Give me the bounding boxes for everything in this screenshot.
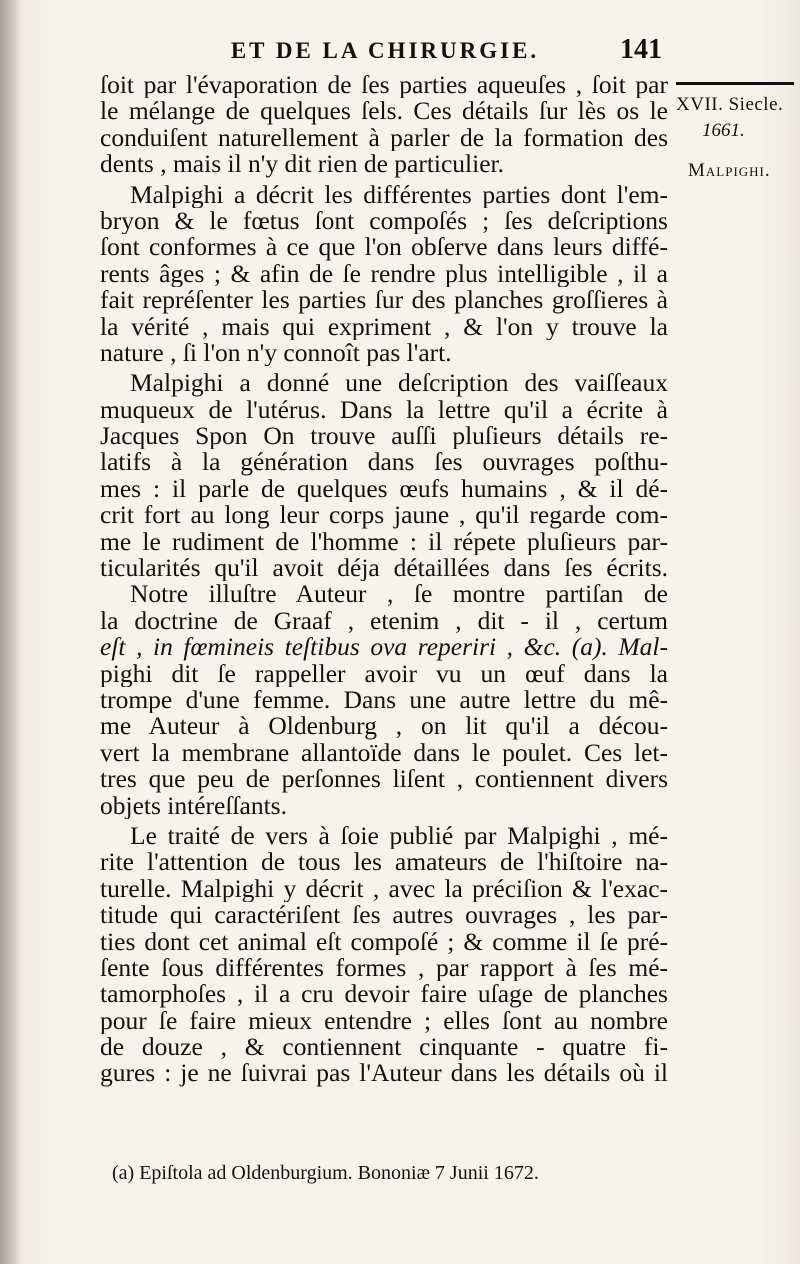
text-line: la vérité , mais qui expriment , & l'on y trouve la [100, 313, 668, 340]
text-line: objets intéreſſants. [100, 792, 287, 819]
text-line: le mélange de quelques ſels. Ces détails ſur lès os le [100, 98, 668, 125]
text-line: gures : je ne ſuivrai pas l'Auteur dans les détails où il [100, 1060, 668, 1087]
text-line: muqueux de l'utérus. Dans la lettre qu'il a écrite à [100, 396, 668, 424]
text-line: Malpighi a décrit les différentes parties dont l'em- [130, 181, 668, 208]
text-line: conduiſent naturellement à parler de la formation des [100, 124, 668, 152]
text-line: rents âges ; & afin de ſe rendre plus intelligible , il a [100, 260, 668, 288]
text-line: titude qui caractériſent ſes autres ouvrages , les par- [100, 902, 668, 929]
margin-rule [676, 82, 794, 85]
spine-shadow [0, 0, 22, 1264]
text-line: tamorphoſes , il a cru devoir faire uſage de planches [100, 981, 668, 1008]
text-line: dents , mais il n'y dit rien de particulier. [100, 151, 505, 178]
body-text [100, 72, 668, 1087]
text-line: Malpighi a donné une deſcription des vaiſſeaux [130, 370, 668, 397]
text-line: Jacques Spon On trouve auſſi pluſieurs détails re- [100, 423, 668, 450]
margin-note-name: Malpighi. [688, 160, 771, 181]
footnote: (a) Epiſtola ad Oldenburgium. Bononiæ 7 Junii 1672. [112, 1162, 539, 1184]
text-line: ſente ſous différentes formes , par rapport à ſes mé- [100, 954, 668, 982]
text-line: Notre illuſtre Auteur , ſe montre partiſan de [130, 581, 668, 608]
text-line: ticularités qu'il avoit déja détaillées dans ſes écrits. [100, 555, 668, 582]
text-line: de douze , & contiennent cinquante - quatre fi- [100, 1034, 668, 1061]
text-line: rite l'attention de tous les amateurs de l'hiſtoire na- [100, 849, 668, 876]
text-line: la doctrine de Graaf , etenim , dit - il , certum [100, 607, 668, 635]
text-line: pighi dit ſe rappeller avoir vu un œuf dans la [100, 660, 668, 687]
margin-note-century: XVII. Siecle. [676, 94, 784, 115]
text-line: ſoit par l'évaporation de ſes parties aqueuſes , ſoit par [100, 72, 668, 99]
text-line: tres que peu de perſonnes liſent , contiennent divers [100, 766, 668, 793]
text-line: trompe d'une femme. Dans une autre lettre du mê- [100, 686, 668, 714]
text-line: nature , ſi l'on n'y connoît pas l'art. [100, 339, 452, 367]
text-line: mes : il parle de quelques œufs humains , & il dé- [100, 475, 668, 503]
text-line: crit fort au long leur corps jaune , qu'il regarde com- [100, 502, 668, 529]
text-line: latifs à la génération dans ſes ouvrages poſthu- [100, 449, 668, 476]
text-line: me le rudiment de l'homme : il répete pluſieurs par- [100, 528, 668, 556]
text-line: me Auteur à Oldenburg , on lit qu'il a décou- [100, 713, 668, 740]
text-line: vert la membrane allantoïde dans le poulet. Ces let- [100, 739, 668, 767]
margin-note-year: 1661. [702, 120, 745, 141]
text-line: Le traité de vers à ſoie publié par Malpighi , mé- [130, 822, 668, 850]
text-line: turelle. Malpighi y décrit , avec la préciſion & l'exac- [100, 875, 668, 903]
page-number: 141 [620, 34, 662, 65]
text-line: ties dont cet animal eſt compoſé ; & comme il ſe pré- [100, 928, 668, 955]
running-head: ET DE LA CHIRURGIE. [230, 38, 540, 63]
text-line: ſont conformes à ce que l'on obſerve dans leurs diffé- [100, 234, 668, 261]
text-line: bryon & le fœtus ſont compoſés ; ſes deſcriptions [100, 207, 668, 235]
text-line: eſt , in fœmineis teſtibus ova reperiri , &c. (a). Mal- [100, 634, 668, 661]
text-line: pour ſe faire mieux entendre ; elles ſont au nombre [100, 1007, 668, 1035]
text-line: fait repréſenter les parties ſur des planches groſſieres à [100, 287, 668, 314]
